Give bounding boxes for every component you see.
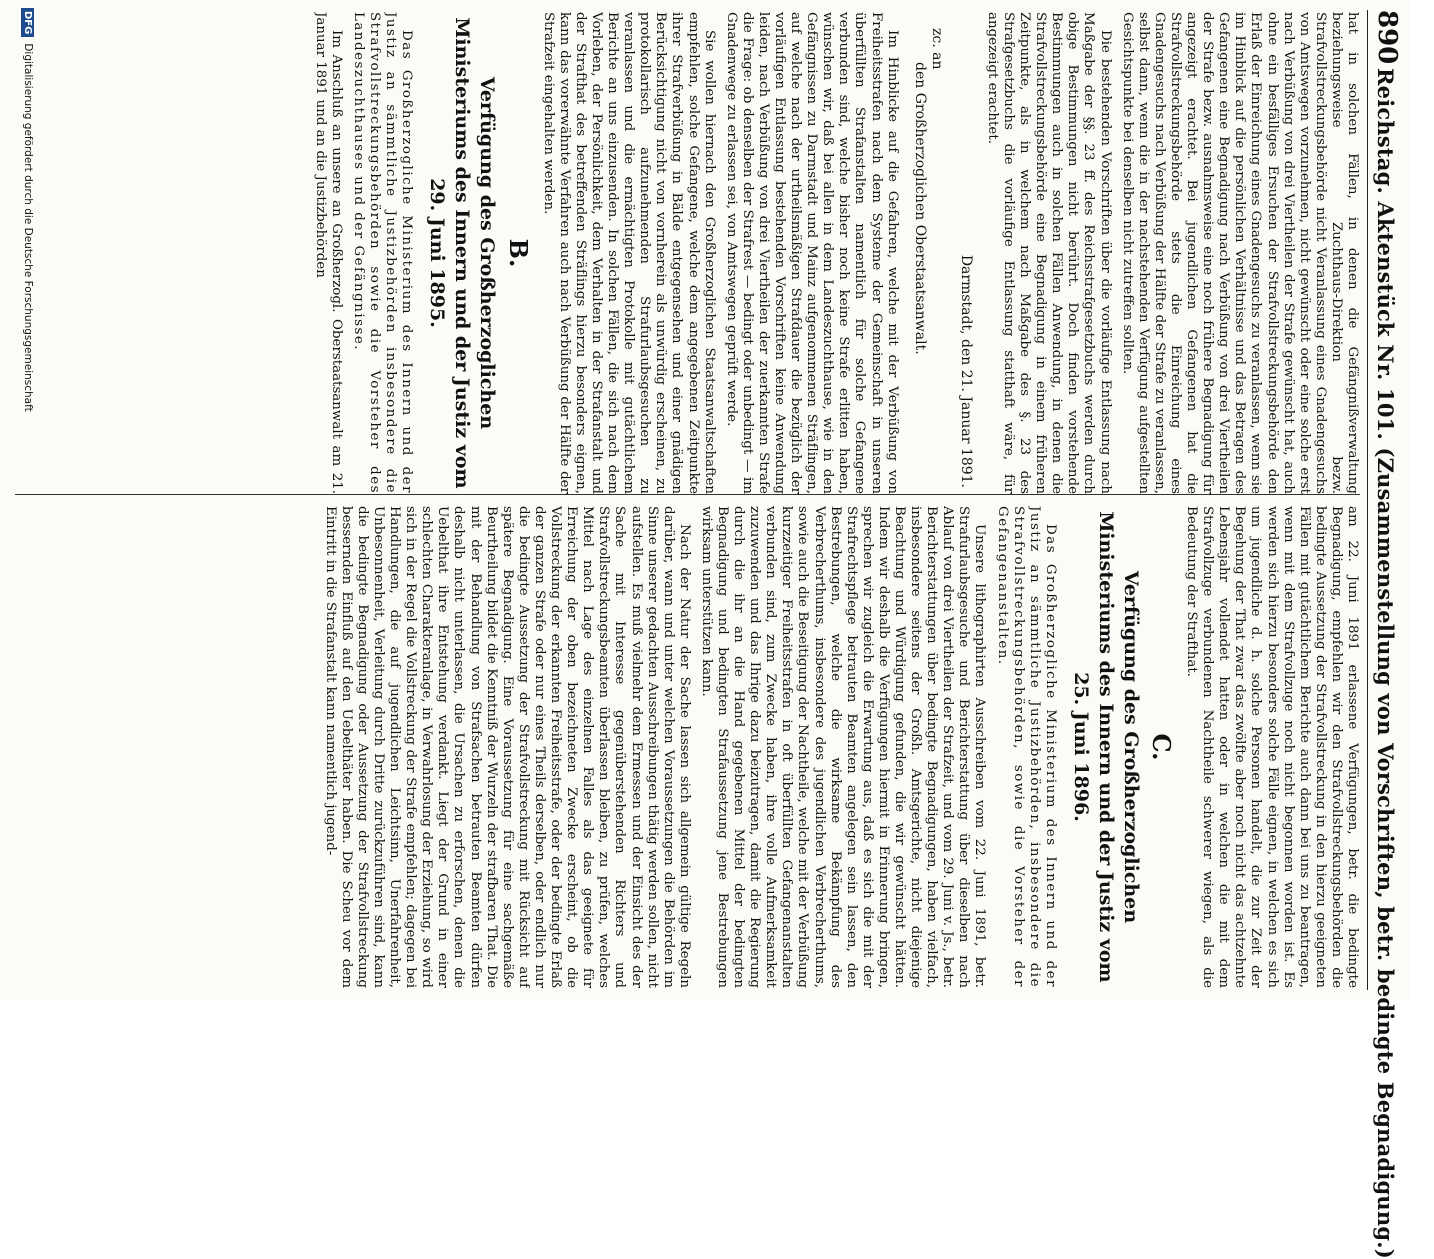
right-column (15, 506, 1360, 988)
paragraph: am 22. Juni 1891 erlassene Verfügungen, betr. die bedingte Begnadigung, empfehlen wir den Strafvollstreckungsbehörden die bedingte Aussetzung der Strafvollstreckung in den hierzu geeigneten Fällen mit gutächtlichem Berichte auch dann bei uns zu beantragen, wenn mit dem Strafvollzuge noch nicht begonnen worden ist. Es werden sich hierzu besonders solche Fälle eignen, in welchen es sich um jugendliche d. h. solche Personen handelt, die zur Zeit der Begehung der That zwar das zwölfte aber noch nicht das achtzehnte Lebensjahr vollendet hatten oder in welchen die mit dem Strafvollzuge verbundenen Nachtheile schwerer wiegen, als die Bedeutung der Strafthat. (1184, 506, 1360, 988)
footer-text: Digitalisierung gefördert durch die Deutsche Forschungsgemeinschaft (22, 43, 34, 412)
addressee-line: den Großherzoglichen Oberstaatsanwalt. (911, 62, 928, 355)
paragraph: Unsere lithographirten Ausschreiben vom 22. Juni 1891, betr. Strafurlaubsgesuche und Berichterstattung über dieselben nach Ablauf von drei Viertheilen der Strafzeit, und vom 29. Juni v. Js., betr. Berichterstattungen über bedingte Begnadigungen, haben vielfach, insbesondere seitens der Großh. Amtsgerichte, nicht diejenige Beachtung und Würdigung gefunden, die wir gewünscht hätten. Indem wir deshalb die Verfügungen hiermit in Erinnerung bringen, sprechen wir zugleich die Erwartung aus, daß es sich die mit der Strafrechtspflege betrauten Beamten angelegen sein lassen, den Bestrebungen, welche die wirksame Bekämpfung des Verbrecherthums, insbesondere des jugendlichen Verbrecherthums, sowie auch die Beseitigung der Nachtheile, welche mit der Verbüßung kurzzeitiger Freiheitsstrafen in oft überfüllten Gefangenanstalten verbunden sind, zum Zwecke haben, ihre volle Aufmerksamkeit zuzuwenden und das Ihrige dazu beizutragen, damit die Regierung durch die ihr an die Hand gegebenen Mittel der bedingten Begnadigung und bedingten Strafaussetzung jene Bestrebungen wirksam unterstützen kann. (698, 506, 988, 988)
section-heading: Verfügung des Großherzoglichen Ministeriums des Innern und der Justiz vom 25. Juni 1896. (1069, 511, 1142, 983)
paragraph: Im Anschluß an unsere an Großherzogl. Oberstaatsanwalt am 21. Januar 1891 und an die Justizbehörden (313, 12, 345, 494)
paragraph: Nach der Natur der Sache lassen sich allgemein gültige Regeln darüber, wann und unter welchen Voraussetzungen die Behörden im Sinne unserer gedachten Ausschreibungen thätig werden sollen, nicht aufstellen. Es muß vielmehr dem Ermessen und der Einsicht des der Sache mit Interesse gegenüberstehenden Richters und Strafvollstreckungsbeamten überlassen bleiben, zu prüfen, welches Mittel nach Lage des einzelnen Falles als das geeignete für Erreichung der oben bezeichneten Zwecke erscheint, ob die Vollstreckung der erkannten Freiheitsstrafe, oder der bedingte Erlaß der ganzen Strafe oder nur eines Theils derselben, oder endlich nur die bedingte Aussetzung der Strafvollstreckung mit Rücksicht auf spätere Begnadigung. Eine Voraussetzung für eine sachgemäße Beurtheilung bildet die Kenntniß der Wurzeln der strafbaren That. Die mit der Behandlung von Strafsachen betrauten Beamten dürfen deshalb nicht unterlassen, die Ursachen zu erforschen, denen die Uebelthat ihre Entstehung verdankt. Liegt der Grund in einer schlechten Charakteranlage, in Verwahrlosung der Erziehung, so wird sich in der Regel die Vollstreckung der Strafe empfehlen; dagegen bei Handlungen, die auf jugendlichen Leichtsinn, Unerfahrenheit, Unbesonnenheit, Verleitung durch Dritte zurückzuführen sind, kann die bedingte Begnadigung oder Aussetzung der Strafvollstreckung bessernden Einfluß auf den Uebelthäter haben. Die Scheu vor dem Eintritt in die Strafanstalt kann namentlich jugend- (322, 506, 692, 988)
left-column (15, 12, 1360, 494)
paragraph: Im Hinblicke auf die Gefahren, welche mit der Verbüßung von Freiheitsstrafen nach dem Systeme der Gemeinschaft in unseren überfüllten Strafanstalten namentlich für solche Gefangene verbunden sind, welche bisher noch keine Strafe erlitten haben, wünschen wir, daß bei allen in dem Landeszuchthause, wie in den Gefängnissen zu Darmstadt und Mainz aufgenommenen Sträflingen, auf welche nach der urtheilsmäßigen Strafdauer die bezüglich der vorläufigen Entlassung bestehenden Vorschriften keine Anwendung leiden, nach Verbüßung von drei Viertheilen der zuerkannten Strafe die Frage: ob denselben der Strafrest — bedingt oder unbedingt — im Gnadenwege zu erlassen sei, von Amtswegen geprüft werde. (723, 12, 900, 494)
footer-credit (6, 8, 34, 998)
page-header (1367, 10, 1402, 1259)
dfg-logo: DFG (21, 8, 34, 37)
paragraph: Das Großherzogliche Ministerium des Innern und der Justiz an sämmtliche Justizbehörden insbesondere die Strafvollstreckungsbehörden sowie die Vorsteher des Landeszuchthauses und der Gefängnisse. (351, 12, 415, 494)
page-number: 890 (1372, 10, 1402, 65)
paragraph: Die bestehenden Vorschriften über die vorläufige Entlassung nach Maßgabe der §§. 23 ff. des Reichsstrafgesetzbuchs werden durch obige Bestimmungen nicht berührt. Doch finden vorstehende Bestimmungen auch in solchen Fällen Anwendung, in denen die Strafvollstreckungsbehörde eine Begnadigung in einem früheren Zeitpunkte, als in welchem nach Maßgabe des §. 23 des Strafgesetzbuchs die vorläufige Entlassung statthaft wäre, für angezeigt erachtet. (984, 12, 1113, 494)
running-title: Reichstag. Aktenstück Nr. 101. (Zusammenstellung von Vorschriften, betr. bedingte Begnadigung.) (1373, 68, 1398, 1259)
section-letter: B. (503, 238, 533, 268)
section-letter: C. (1146, 733, 1176, 761)
dateline: Darmstadt, den 21. Januar 1891. (957, 254, 974, 488)
paragraph: Sie wollen hiernach den Großherzoglichen Staatsanwaltschaften empfehlen, solche Gefangene, welche dem angegebenen Zeitpunkte ihrer Strafverbüßung in Bälde entgegensehen und einer gnädigen Berücksichtigung nicht von vornherein als unwürdig erscheinen, zu protokollarisch aufzunehmenden Strafurlaubsgesuchen zu veranlassen und die ermächtigten Protokolle mit gutächtlichem Berichte an uns einzusenden. In solchen Fällen, die sich nach dem Vorleben, der Persönlichkeit, dem Verhalten in der Strafanstalt und der Strafthat des betreffenden Sträflings hierzu besonders eignen, kann das vorerwähnte Verfahren auch nach Verbüßung der Hälfte der Strafzeit eingehalten werden. (540, 12, 717, 494)
addressee-line: zc. an (928, 28, 945, 70)
section-heading: Verfügung des Großherzoglichen Ministeriums des Innern und der Justiz vom 29. Juni 1895. (426, 17, 499, 489)
paragraph: hat in solchen Fällen, in denen die Gefängnißverwaltung beziehungsweise Zuchthaus-Direktion bezw. Strafvollstreckungsbehörde nicht Veranlassung eines Gnadengesuchs von Amtswegen vorzunehmen, nicht gewünscht oder eine solche erst nach Verbüßung von drei Viertheilen der Strafe gewünscht hat, auch ohne ein besfälliges Ersuchen der Strafvollstreckungsbehörde den Erlaß der Einreichung eines Gnadengesuchs zu veranlassen, wenn sie im Hinblick auf die persönlichen Verhältnisse und das Betragen des Gefangenen eine Begnadigung nach Verbüßung von drei Viertheilen der Strafe bezw. ausnahmsweise eine noch frühere Begnadigung für angezeigt erachtet. Bei jugendlichen Gefangenen hat die Strafvollstreckungsbehörde stets die Einreichung eines Gnadengesuchs nach Verbüßung der Hälfte der Strafe zu veranlassen, selbst dann, wenn die in der nachstehenden Verfügung aufgestellten Gesichtspunkte bei denselben nicht zutreffen sollten. (1119, 12, 1360, 494)
column-divider (15, 494, 1360, 495)
paragraph: Das Großherzogliche Ministerium des Innern und der Justiz an sämmtliche Justizbehörden, insbesondere die Strafvollstreckungsbehörden, sowie die Vorsteher der Gefangenanstalten. (994, 506, 1058, 988)
